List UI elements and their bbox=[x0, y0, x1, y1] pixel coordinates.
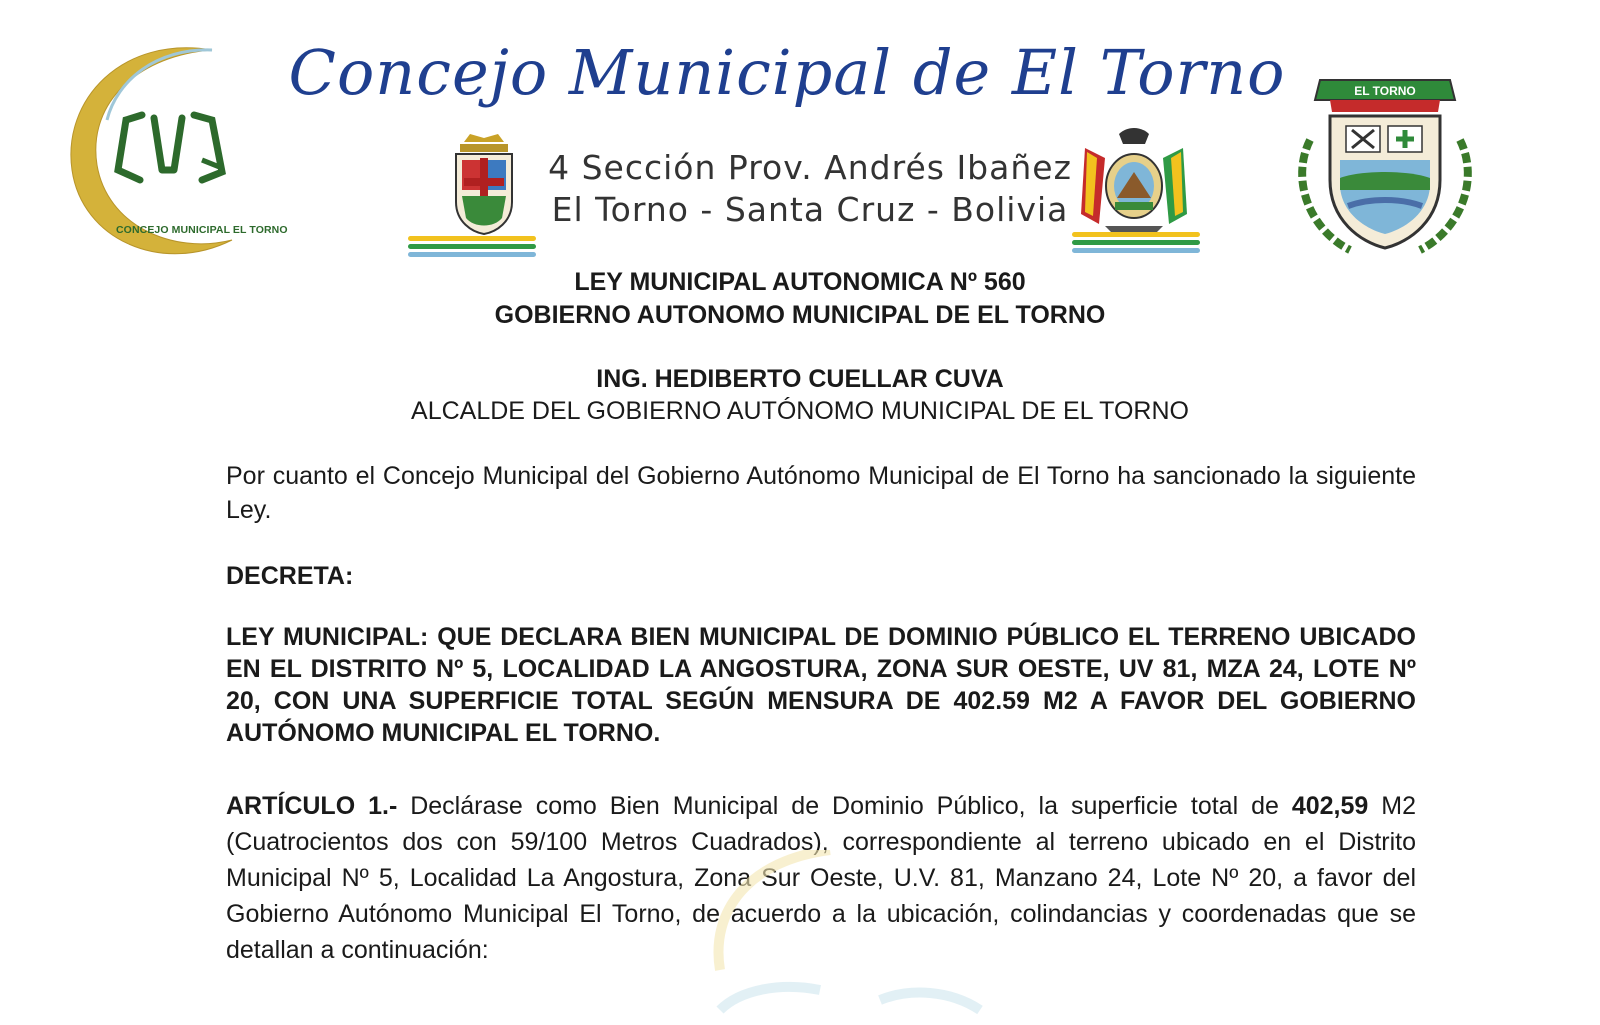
article-1-label: ARTÍCULO 1.- bbox=[226, 792, 398, 820]
council-subtitle-location: El Torno - Santa Cruz - Bolivia bbox=[551, 190, 1069, 229]
logo-caption: CONCEJO MUNICIPAL EL TORNO bbox=[116, 224, 288, 236]
law-title-paragraph: LEY MUNICIPAL: QUE DECLARA BIEN MUNICIPAL DE DOMINIO PÚBLICO EL TERRENO UBICADO EN EL DISTRITO Nº 5, LOCALIDAD LA ANGOSTURA, ZONA SUR OESTE, UV 81, MZA 24, LOTE Nº 20, CON UNA SUPERFICIE TOTAL SEGÚN MENSURA DE 402.59 M2 A FAVOR DEL GOBIERNO AUTÓNOMO MUNICIPAL EL TORNO. bbox=[226, 623, 1416, 747]
article-1-paragraph bbox=[226, 788, 1416, 968]
bolivia-coat-of-arms-icon bbox=[1075, 128, 1193, 236]
article-1-area: 402,59 bbox=[1291, 792, 1369, 820]
mayor-name: ING. HEDIBERTO CUELLAR CUVA bbox=[596, 365, 1004, 393]
flag-stripes-left bbox=[408, 236, 536, 264]
government-name: GOBIERNO AUTONOMO MUNICIPAL DE EL TORNO bbox=[494, 301, 1106, 329]
law-number: LEY MUNICIPAL AUTONOMICA Nº 560 bbox=[574, 268, 1026, 296]
municipal-shield-icon bbox=[450, 132, 518, 236]
preamble-paragraph: Por cuanto el Concejo Municipal del Gobierno Autónomo Municipal de El Torno ha sancionado la siguiente Ley. bbox=[226, 462, 1416, 524]
council-title: Concejo Municipal de El Torno bbox=[288, 36, 1286, 109]
article-1-text-start: Declárase como Bien Municipal de Dominio Público, la superficie total de bbox=[397, 792, 1292, 820]
crest-banner-text: EL TORNO bbox=[1354, 84, 1416, 98]
concejo-logo bbox=[62, 40, 288, 270]
flag-stripes-right bbox=[1072, 232, 1200, 260]
mayor-title: ALCALDE DEL GOBIERNO AUTÓNOMO MUNICIPAL DE EL TORNO bbox=[411, 397, 1189, 425]
council-subtitle-section: 4 Sección Prov. Andrés Ibañez bbox=[548, 148, 1072, 187]
article-1-text-end: M2 (Cuatrocientos dos con 59/100 Metros Cuadrados), correspondiente al terreno ubicado en el Distrito Municipal Nº 5, Localidad La Angostura, Zona Sur Oeste, U.V. 81, Manzano 24, Lote Nº 20, a favor del Gobierno Autónomo Municipal El Torno, de acuerdo a la ubicación, colindancias y coordenadas que se detallan a continuación: bbox=[226, 792, 1416, 964]
el-torno-crest-icon bbox=[1290, 60, 1480, 260]
decreta-heading: DECRETA: bbox=[226, 562, 354, 590]
